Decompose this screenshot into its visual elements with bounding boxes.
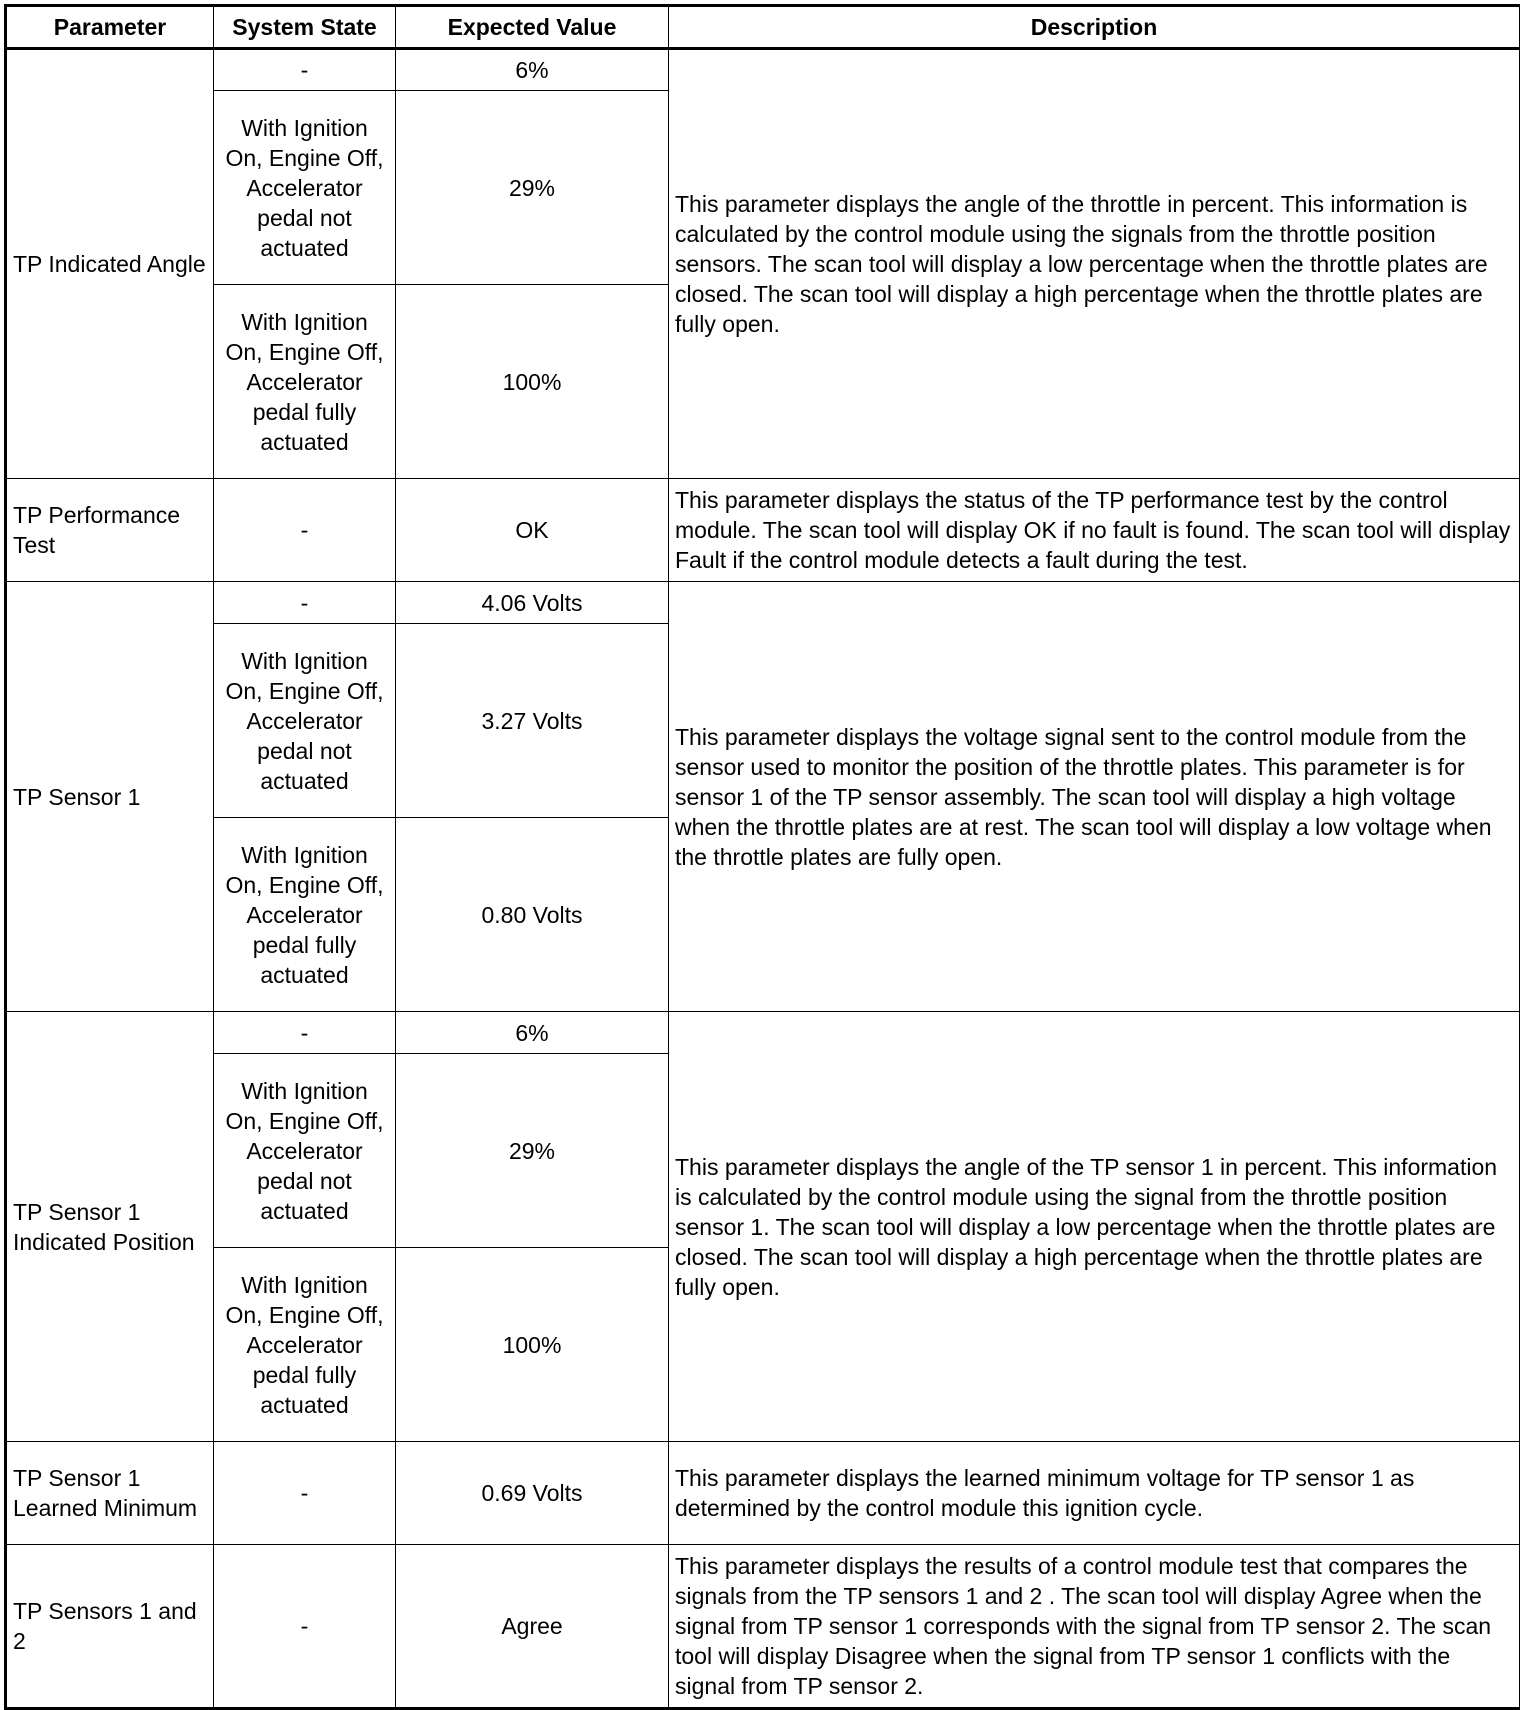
description-cell: This parameter displays the angle of the throttle in percent. This information is calculated by the control module using the signals from the throttle position sensors. The scan tool will display a low percentage when the throttle plates are closed. The scan tool will display a high percentage when the throttle plates are fully open. [669, 49, 1520, 479]
expected-value-cell: 100% [396, 1248, 669, 1442]
description-cell: This parameter displays the angle of the TP sensor 1 in percent. This information is calculated by the control module using the signal from the throttle position sensor 1. The scan tool will display a low percentage when the throttle plates are closed. The scan tool will display a high percentage when the throttle plates are fully open. [669, 1012, 1520, 1442]
system-state-cell: - [214, 49, 396, 91]
header-description: Description [669, 6, 1520, 49]
expected-value-cell: OK [396, 479, 669, 582]
header-parameter: Parameter [6, 6, 214, 49]
expected-value-cell: 4.06 Volts [396, 582, 669, 624]
description-cell: This parameter displays the results of a control module test that compares the signals from the TP sensors 1 and 2 . The scan tool will display Agree when the signal from TP sensor 1 corresponds with the signal from TP sensor 2. The scan tool will display Disagree when the signal from TP sensor 1 conflicts with the signal from TP sensor 2. [669, 1545, 1520, 1709]
table-row [6, 582, 1520, 624]
table-row [6, 479, 1520, 582]
system-state-cell: - [214, 1442, 396, 1545]
description-cell: This parameter displays the status of the TP performance test by the control module. The scan tool will display OK if no fault is found. The scan tool will display Fault if the control module detects a fault during the test. [669, 479, 1520, 582]
table-row [6, 1545, 1520, 1709]
expected-value-cell: 0.69 Volts [396, 1442, 669, 1545]
expected-value-cell: 29% [396, 1054, 669, 1248]
parameter-cell: TP Performance Test [6, 479, 214, 582]
system-state-cell: With Ignition On, Engine Off, Accelerator pedal fully actuated [214, 1248, 396, 1442]
expected-value-cell: 29% [396, 91, 669, 285]
system-state-cell: With Ignition On, Engine Off, Accelerator pedal fully actuated [214, 285, 396, 479]
system-state-cell: - [214, 1545, 396, 1709]
table-row [6, 49, 1520, 91]
parameter-cell: TP Sensor 1 Indicated Position [6, 1012, 214, 1442]
parameter-cell: TP Indicated Angle [6, 49, 214, 479]
table-row [6, 1442, 1520, 1545]
header-system-state: System State [214, 6, 396, 49]
expected-value-cell: 100% [396, 285, 669, 479]
system-state-cell: With Ignition On, Engine Off, Accelerator pedal fully actuated [214, 818, 396, 1012]
system-state-cell: - [214, 479, 396, 582]
parameter-table-page [4, 4, 1520, 1710]
system-state-cell: With Ignition On, Engine Off, Accelerator pedal not actuated [214, 624, 396, 818]
system-state-cell: With Ignition On, Engine Off, Accelerator pedal not actuated [214, 91, 396, 285]
description-cell: This parameter displays the learned minimum voltage for TP sensor 1 as determined by the control module this ignition cycle. [669, 1442, 1520, 1545]
parameter-cell: TP Sensor 1 [6, 582, 214, 1012]
expected-value-cell: Agree [396, 1545, 669, 1709]
table-header-row [6, 6, 1520, 49]
expected-value-cell: 3.27 Volts [396, 624, 669, 818]
parameter-cell: TP Sensors 1 and 2 [6, 1545, 214, 1709]
header-expected-value: Expected Value [396, 6, 669, 49]
expected-value-cell: 6% [396, 49, 669, 91]
system-state-cell: With Ignition On, Engine Off, Accelerator pedal not actuated [214, 1054, 396, 1248]
table-row [6, 1012, 1520, 1054]
system-state-cell: - [214, 1012, 396, 1054]
parameter-cell: TP Sensor 1 Learned Minimum [6, 1442, 214, 1545]
expected-value-cell: 6% [396, 1012, 669, 1054]
system-state-cell: - [214, 582, 396, 624]
description-cell: This parameter displays the voltage signal sent to the control module from the sensor used to monitor the position of the throttle plates. This parameter is for sensor 1 of the TP sensor assembly. The scan tool will display a high voltage when the throttle plates are at rest. The scan tool will display a low voltage when the throttle plates are fully open. [669, 582, 1520, 1012]
expected-value-cell: 0.80 Volts [396, 818, 669, 1012]
parameter-table [4, 4, 1520, 1710]
